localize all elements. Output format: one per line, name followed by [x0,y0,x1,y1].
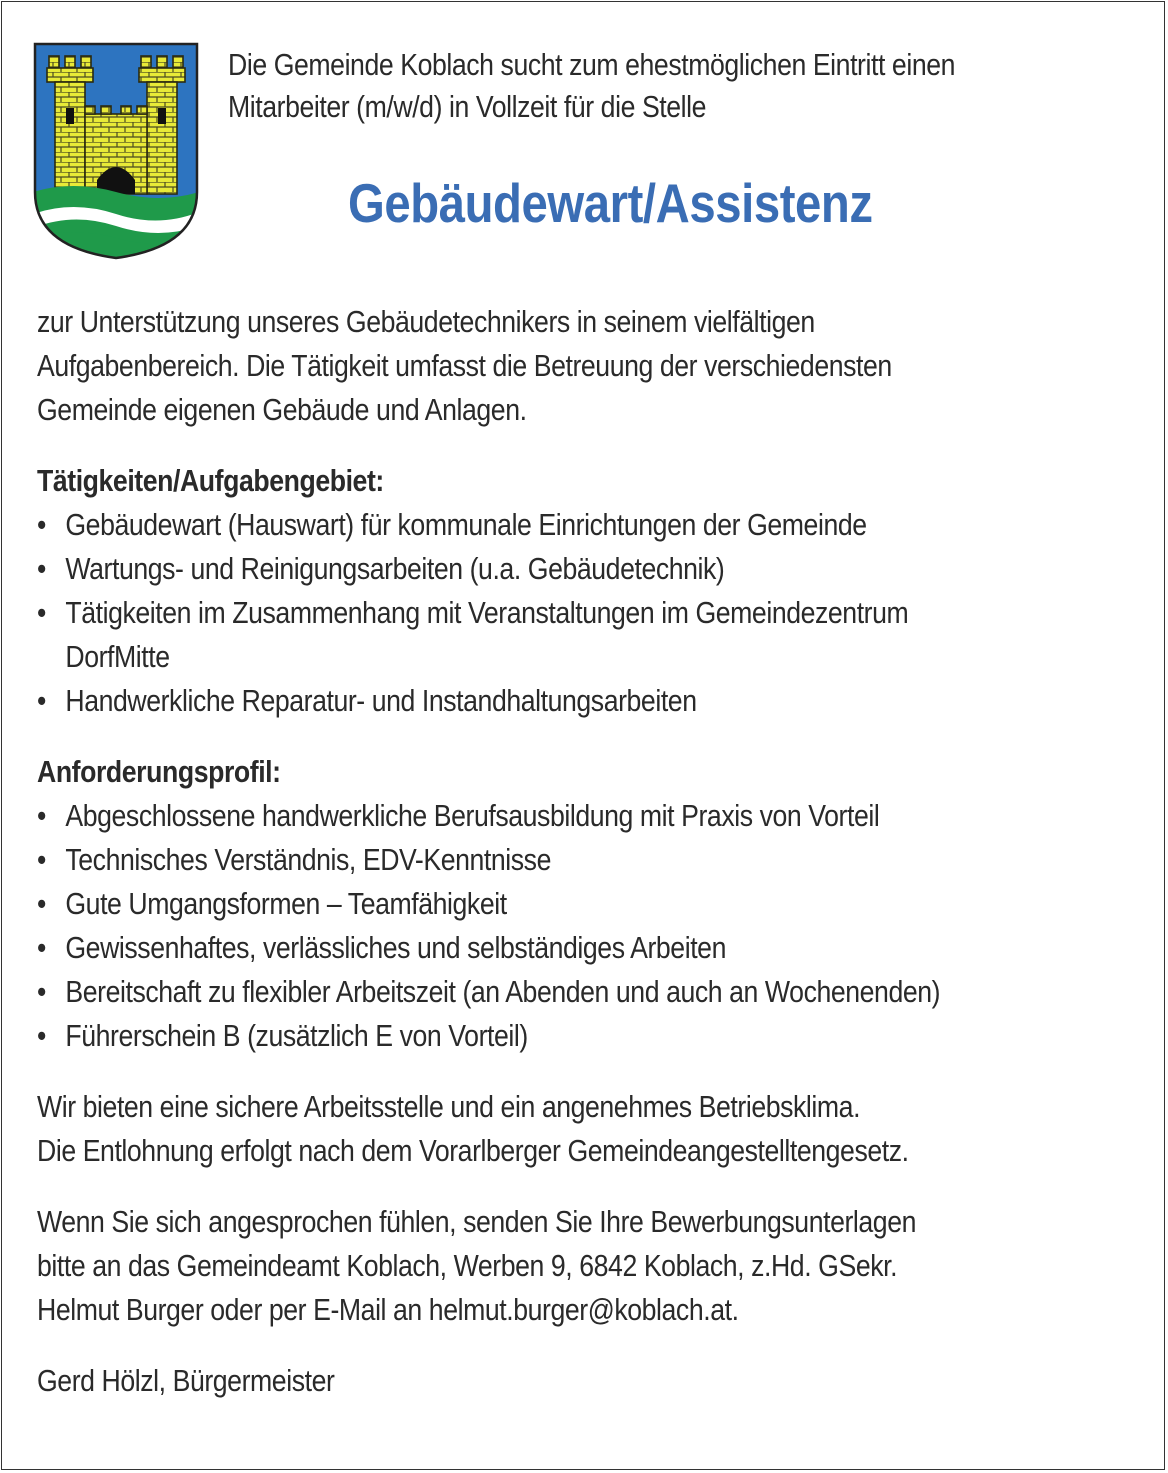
bullet-icon: • [37,798,46,833]
main-content [37,300,1121,1403]
list-item [37,503,1121,547]
tasks-heading: Tätigkeiten/Aufgabengebiet: [37,463,384,498]
list-item-text: Bereitschaft zu flexibler Arbeitszeit (an Abenden und auch an Wochenenden) [65,974,941,1009]
application-line: Wenn Sie sich angesprochen fühlen, senden Sie Ihre Bewerbungsunterlagen [37,1204,917,1239]
list-item-text: Technisches Verständnis, EDV-Kenntnisse [65,842,551,877]
requirements-heading: Anforderungsprofil: [37,754,281,789]
coat-of-arms-icon [33,42,199,260]
list-item-text: Abgeschlossene handwerkliche Berufsausbildung mit Praxis von Vorteil [65,798,880,833]
offer-line: Die Entlohnung erfolgt nach dem Vorarlberger Gemeindeangestelltengesetz. [37,1133,909,1168]
description-line: Aufgabenbereich. Die Tätigkeit umfasst die Betreuung der verschiedensten [37,348,892,383]
bullet-icon: • [37,551,46,586]
bullet-icon: • [37,974,46,1009]
intro-line: Die Gemeinde Koblach sucht zum ehestmöglichen Eintritt einen [228,47,956,82]
bullet-icon: • [37,1018,46,1053]
job-title: Gebäudewart/Assistenz [348,172,873,234]
signature: Gerd Hölzl, Bürgermeister [37,1363,335,1398]
list-item [37,1014,1121,1058]
list-item-text: Gewissenhaftes, verlässliches und selbständiges Arbeiten [65,930,726,965]
list-item [37,838,1121,882]
list-item-text: Tätigkeiten im Zusammenhang mit Veranstaltungen im Gemeindezentrum [65,595,909,630]
description-line: zur Unterstützung unseres Gebäudetechnikers in seinem vielfältigen [37,304,815,339]
description-line: Gemeinde eigenen Gebäude und Anlagen. [37,392,527,427]
list-item [37,882,1121,926]
bullet-icon: • [37,507,46,542]
offer-paragraph [37,1085,1121,1173]
list-item [37,970,1121,1014]
offer-line: Wir bieten eine sichere Arbeitsstelle und ein angenehmes Betriebsklima. [37,1089,861,1124]
list-item [37,591,1121,679]
requirements-section [37,750,1121,1058]
list-item [37,926,1121,970]
list-item-text: Gute Umgangsformen – Teamfähigkeit [65,886,507,921]
bullet-icon: • [37,842,46,877]
list-item [37,547,1121,591]
list-item-text: Wartungs- und Reinigungsarbeiten (u.a. Gebäudetechnik) [65,551,725,586]
list-item-text-continued: DorfMitte [65,639,170,674]
application-line: bitte an das Gemeindeamt Koblach, Werben 9, 6842 Koblach, z.Hd. GSekr. [37,1248,898,1283]
tasks-list [37,503,1121,723]
application-line: Helmut Burger oder per E-Mail an helmut.burger@koblach.at. [37,1292,739,1327]
intro-text [228,44,1002,128]
bullet-icon: • [37,683,46,718]
tasks-section [37,459,1121,723]
list-item-text: Handwerkliche Reparatur- und Instandhaltungsarbeiten [65,683,697,718]
application-paragraph [37,1200,1121,1332]
description-paragraph [37,300,1121,432]
list-item [37,679,1121,723]
list-item [37,794,1121,838]
intro-line: Mitarbeiter (m/w/d) in Vollzeit für die Stelle [228,89,707,124]
requirements-list [37,794,1121,1058]
list-item-text: Führerschein B (zusätzlich E von Vorteil) [65,1018,528,1053]
bullet-icon: • [37,886,46,921]
list-item-text: Gebäudewart (Hauswart) für kommunale Einrichtungen der Gemeinde [65,507,867,542]
bullet-icon: • [37,930,46,965]
bullet-icon: • [37,595,46,630]
